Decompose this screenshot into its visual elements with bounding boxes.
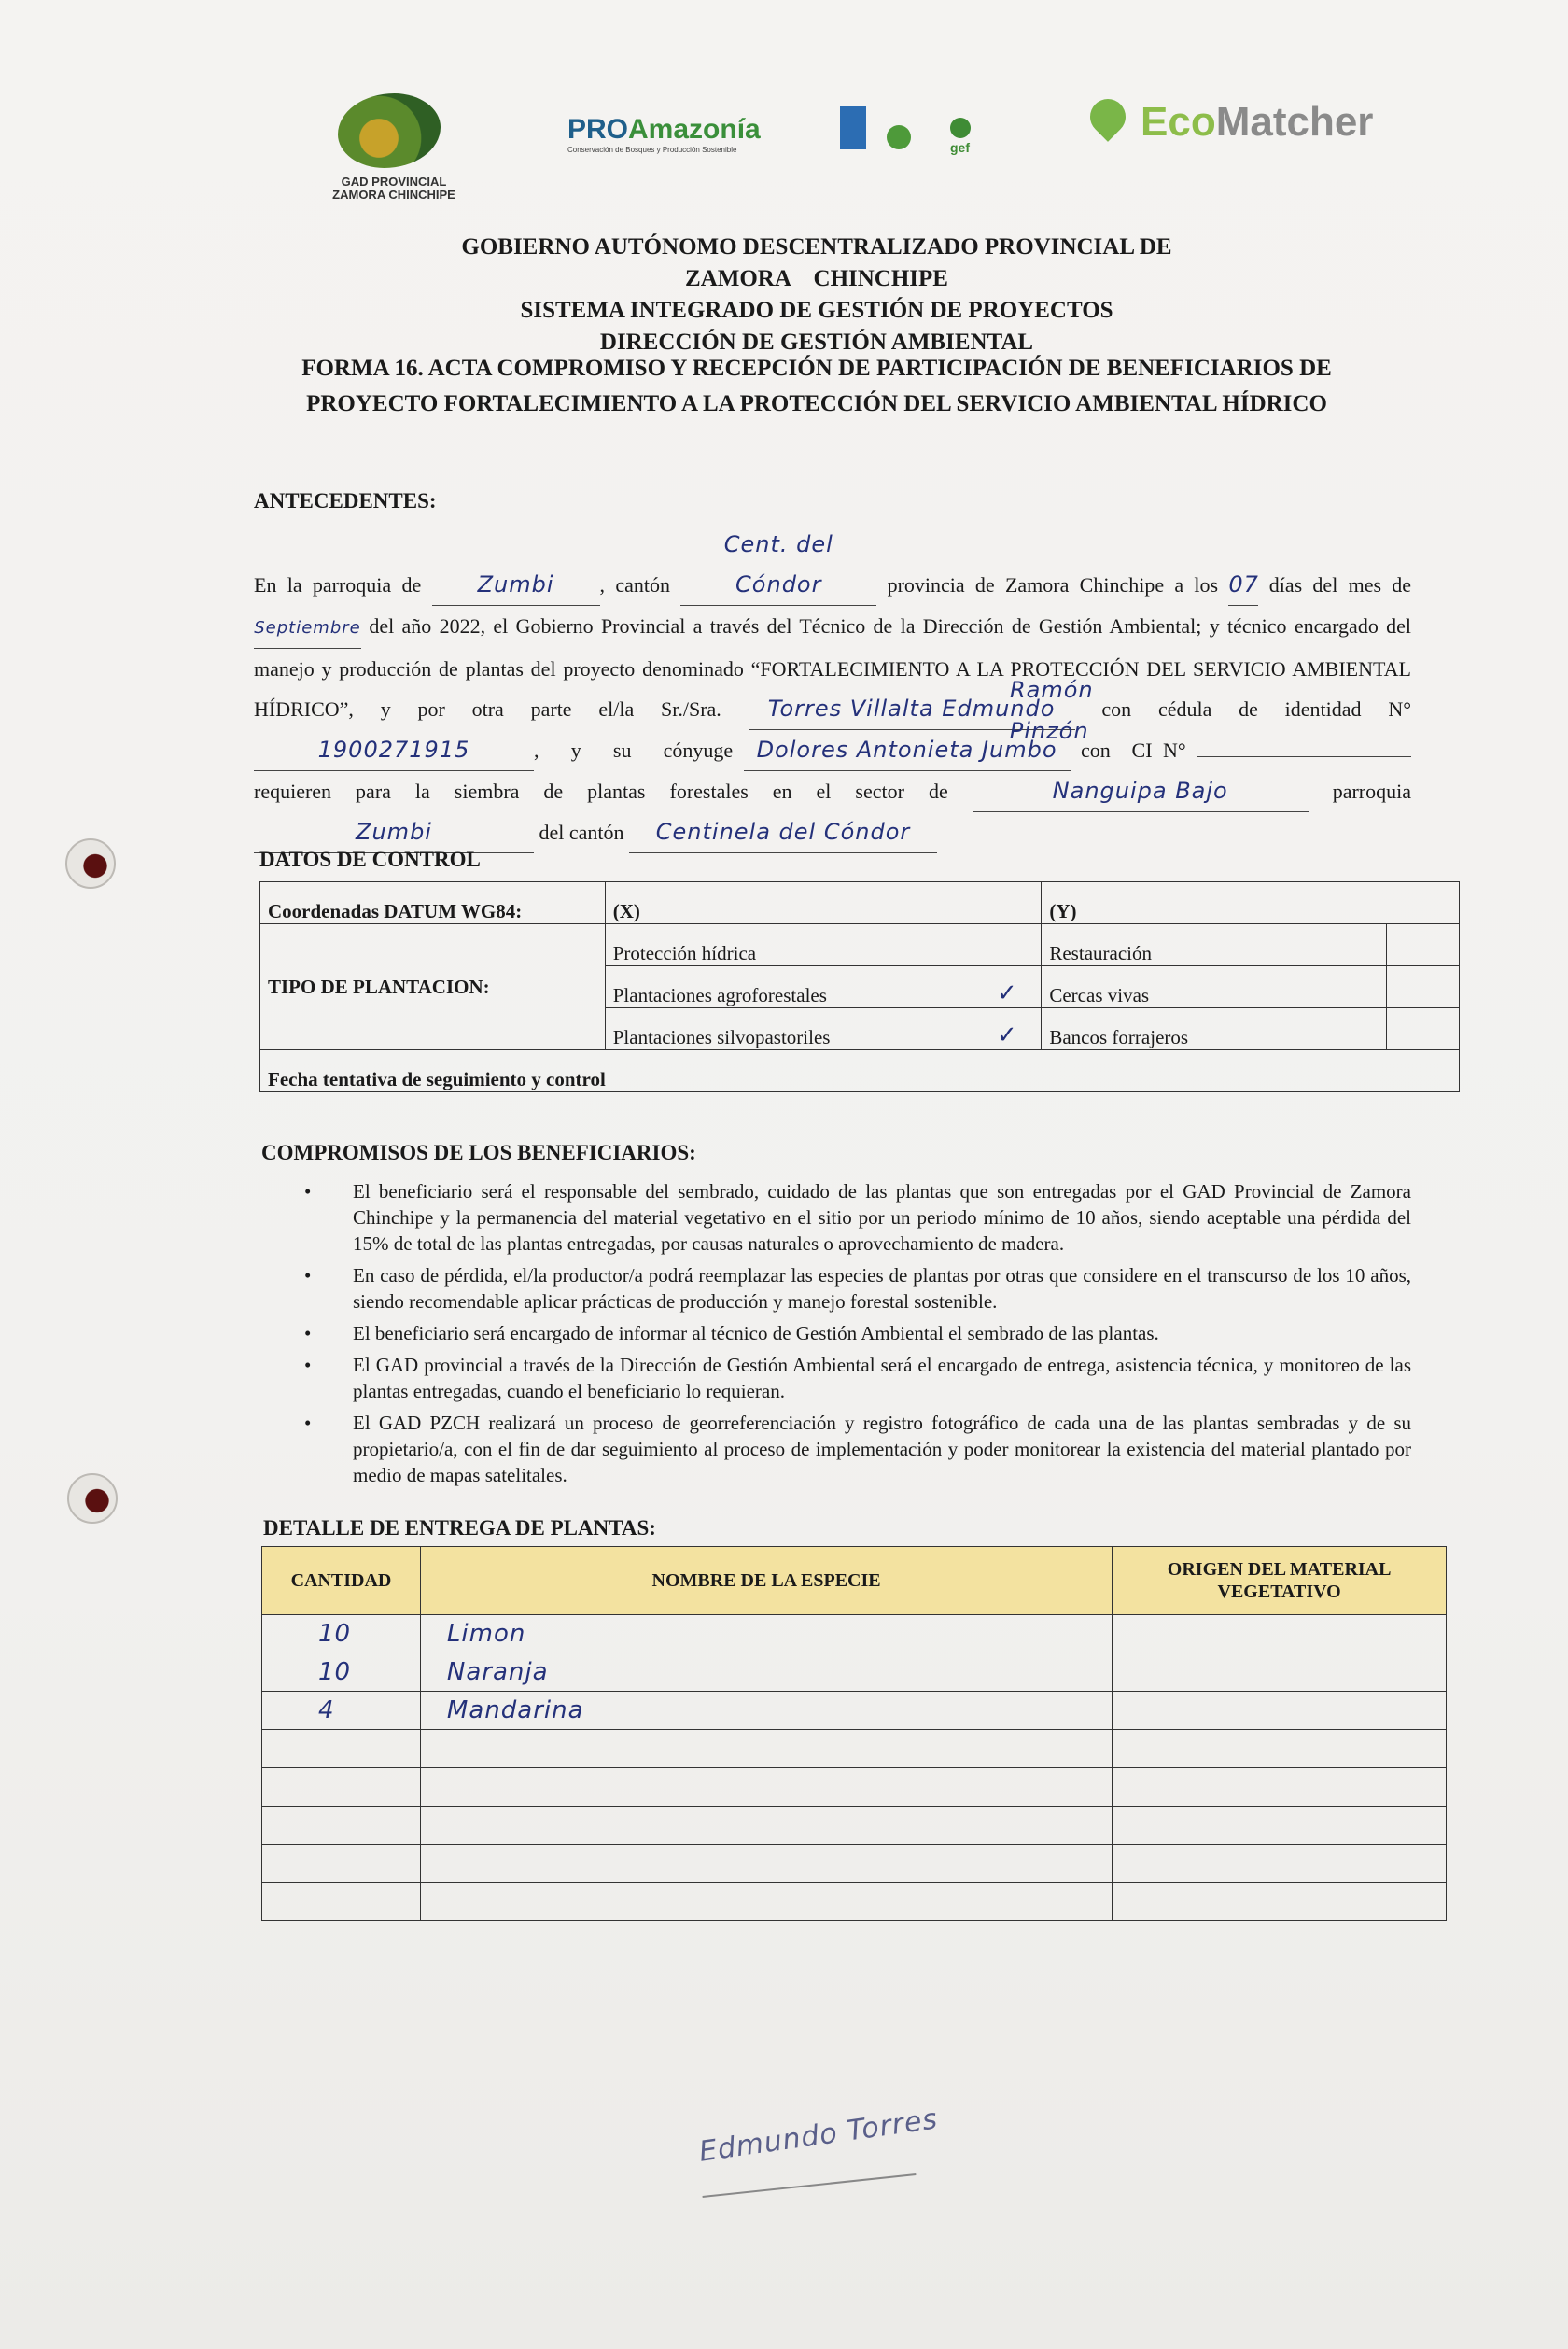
header-line3: SISTEMA INTEGRADO DE GESTIÓN DE PROYECTOS: [520, 298, 1113, 323]
col-origen: ORIGEN DEL MATERIAL VEGETATIVO: [1113, 1547, 1447, 1615]
dia-value: 07: [1228, 571, 1259, 598]
logo-row: [0, 86, 1568, 207]
especie-cell[interactable]: Limon: [420, 1615, 1112, 1653]
tipo-option: Restauración: [1042, 924, 1387, 966]
gad-leaf-icon: [338, 93, 441, 168]
origen-cell[interactable]: [1113, 1845, 1447, 1883]
especie-cell[interactable]: [420, 1807, 1112, 1845]
sector-value: Nanguipa Bajo: [1052, 778, 1228, 804]
globe-icon: [887, 125, 911, 149]
gad-logo-line1: GAD PROVINCIAL: [341, 175, 447, 189]
ante-text: En la parroquia de: [254, 573, 422, 597]
tipo-checkbox[interactable]: [1387, 966, 1460, 1008]
tipo-option: Cercas vivas: [1042, 966, 1387, 1008]
map-pin-icon: [1083, 91, 1133, 142]
tipo-checkbox[interactable]: ✓: [973, 966, 1042, 1008]
ante-text: días del mes de: [1268, 573, 1412, 597]
mes-value: Septiembre: [254, 618, 361, 638]
tipo-checkbox[interactable]: [1387, 1008, 1460, 1050]
proamazonia-sub: Conservación de Bosques y Producción Sostenible: [567, 146, 737, 154]
gef-icon: [950, 118, 971, 138]
ante-text: con cédula de identidad N°: [1101, 697, 1412, 721]
parroquia-value: Zumbi: [477, 571, 554, 598]
ante-text: , cantón: [599, 573, 670, 597]
table-row: [262, 1807, 1447, 1845]
form-title-line1: FORMA 16. ACTA COMPROMISO Y RECEPCIÓN DE PARTICIPACIÓN DE BENEFICIARIOS DE: [301, 356, 1332, 381]
canton-value: Cent. del Cóndor: [723, 531, 833, 598]
undp-icon: [840, 106, 866, 149]
list-item: • En caso de pérdida, el/la productor/a podrá reemplazar las especies de plantas por otras que considere en el transcurso de los 10 años, siendo recomendable aplicar prácticas de producción y manejo forestal sostenible.: [353, 1262, 1411, 1315]
cantidad-cell[interactable]: [262, 1730, 421, 1768]
cedula-value: 1900271915: [317, 737, 470, 763]
header-titles: [238, 232, 1395, 359]
especie-cell[interactable]: Mandarina: [420, 1692, 1112, 1730]
conyuge-value: Dolores Antonieta Jumbo: [756, 737, 1057, 763]
parroquia-field[interactable]: [432, 565, 600, 606]
tipo-label: TIPO DE PLANTACION:: [260, 924, 606, 1050]
tipo-checkbox[interactable]: [973, 924, 1042, 966]
ante-text: , y su cónyuge: [534, 738, 734, 762]
canton2-field[interactable]: [629, 812, 937, 853]
form-title-line2: PROYECTO FORTALECIMIENTO A LA PROTECCIÓN DEL SERVICIO AMBIENTAL HÍDRICO: [306, 391, 1327, 416]
conyuge-extra: Pinzón: [1009, 718, 1089, 744]
table-row: [262, 1615, 1447, 1653]
signature-line: [703, 2173, 917, 2198]
eco-word: Eco: [1141, 99, 1216, 145]
origen-cell[interactable]: [1113, 1883, 1447, 1921]
list-item: • El beneficiario será el responsable del sembrado, cuidado de las plantas que son entregadas por el GAD Provincial de Zamora Chinchipe y la permanencia del material vegetativo en el sitio por un periodo mínimo de 10 años, siendo aceptable una pérdida del 15% de total de las plantas entregadas, por causas naturales o aprovechamiento de madera.: [353, 1178, 1411, 1257]
especie-cell[interactable]: [420, 1845, 1112, 1883]
col-especie: NOMBRE DE LA ESPECIE: [420, 1547, 1112, 1615]
canton-field[interactable]: [680, 525, 876, 606]
list-item: • El beneficiario será encargado de informar al técnico de Gestión Ambiental el sembrado de las plantas.: [353, 1320, 1411, 1346]
plants-table: [261, 1546, 1447, 1921]
origen-cell[interactable]: [1113, 1615, 1447, 1653]
ante-text: provincia de Zamora Chinchipe a los: [887, 573, 1219, 597]
cantidad-cell[interactable]: 10: [262, 1615, 421, 1653]
gad-logo: [319, 86, 469, 207]
y-coord-cell[interactable]: (Y): [1042, 882, 1460, 924]
entrega-heading: DETALLE DE ENTREGA DE PLANTAS:: [263, 1516, 656, 1540]
header-line1: GOBIERNO AUTÓNOMO DESCENTRALIZADO PROVINCIAL DE: [461, 234, 1172, 260]
table-row: [262, 1768, 1447, 1807]
proamazonia-pre: PRO: [567, 114, 629, 145]
tipo-checkbox[interactable]: [1387, 924, 1460, 966]
tipo-option: Plantaciones silvopastoriles: [605, 1008, 973, 1050]
gef-label: gef: [950, 140, 970, 155]
cedula-field[interactable]: [254, 730, 534, 771]
proamazonia-logo: [567, 114, 796, 170]
antecedentes-paragraph: [254, 525, 1411, 853]
coord-label: Coordenadas DATUM WG84:: [260, 882, 606, 924]
cantidad-cell[interactable]: 10: [262, 1653, 421, 1692]
origen-cell[interactable]: [1113, 1692, 1447, 1730]
origen-cell[interactable]: [1113, 1768, 1447, 1807]
punch-hole: [65, 838, 116, 889]
tipo-checkbox[interactable]: ✓: [973, 1008, 1042, 1050]
table-row: [262, 1692, 1447, 1730]
fecha-field[interactable]: [973, 1050, 1460, 1092]
cantidad-cell[interactable]: [262, 1845, 421, 1883]
table-row: [262, 1883, 1447, 1921]
especie-cell[interactable]: [420, 1768, 1112, 1807]
origen-cell[interactable]: [1113, 1653, 1447, 1692]
ante-text: requieren para la siembra de plantas forestales en el sector de: [254, 780, 948, 803]
gad-logo-line2: ZAMORA CHINCHIPE: [332, 188, 455, 202]
list-item: • El GAD provincial a través de la Dirección de Gestión Ambiental será el encargado de entrega, asistencia técnica, y monitoreo de las plantas entregadas, cuando el beneficiario lo requieran.: [353, 1352, 1411, 1404]
mes-field[interactable]: [254, 606, 361, 649]
control-heading: DATOS DE CONTROL: [259, 848, 481, 871]
antecedentes-heading: ANTECEDENTES:: [254, 489, 437, 513]
header-line4: DIRECCIÓN DE GESTIÓN AMBIENTAL: [599, 330, 1034, 355]
header-line2: ZAMORA CHINCHIPE: [685, 266, 948, 291]
table-row: [262, 1845, 1447, 1883]
tipo-option: Plantaciones agroforestales: [605, 966, 973, 1008]
ante-text: con CI N°: [1080, 738, 1186, 762]
ante-text: del cantón: [539, 821, 624, 844]
x-coord-cell[interactable]: (X): [605, 882, 1042, 924]
especie-cell[interactable]: [420, 1730, 1112, 1768]
matcher-word: Matcher: [1215, 99, 1374, 145]
cantidad-cell[interactable]: 4: [262, 1692, 421, 1730]
nombre-value: Torres Villalta Edmundo: [767, 696, 1056, 722]
cantidad-cell[interactable]: [262, 1883, 421, 1921]
dia-field[interactable]: [1228, 565, 1258, 606]
tipo-option: Bancos forrajeros: [1042, 1008, 1387, 1050]
undp-gef-logos: [840, 106, 989, 172]
sector-field[interactable]: [973, 771, 1309, 812]
table-row: [262, 1730, 1447, 1768]
ci-conyuge-field[interactable]: [1197, 756, 1411, 757]
list-item: • El GAD PZCH realizará un proceso de georreferenciación y registro fotográfico de cada una de las plantas sembradas y de su propietario/a, con el fin de dar seguimiento al proceso de implementación y poder monitorear la existencia del material plantado por medio de mapas satelitales.: [353, 1410, 1411, 1488]
canton2-value: Centinela del Cóndor: [655, 819, 911, 845]
parroquia2-value: Zumbi: [356, 819, 432, 845]
especie-cell[interactable]: [420, 1883, 1112, 1921]
beneficiary-signature: Edmundo Torres: [696, 2103, 941, 2169]
table-row: [262, 1653, 1447, 1692]
nombre-extra: Ramón: [1009, 677, 1094, 703]
compromisos-heading: COMPROMISOS DE LOS BENEFICIARIOS:: [261, 1141, 696, 1164]
tipo-option: Protección hídrica: [605, 924, 973, 966]
proamazonia-main: Amazonía: [628, 114, 761, 145]
origen-cell[interactable]: [1113, 1807, 1447, 1845]
form-title: [238, 351, 1395, 422]
punch-hole: [67, 1473, 118, 1524]
origen-cell[interactable]: [1113, 1730, 1447, 1768]
compromisos-list: [353, 1178, 1411, 1494]
ecomatcher-logo: [1090, 99, 1417, 155]
cantidad-cell[interactable]: [262, 1807, 421, 1845]
fecha-label: Fecha tentativa de seguimiento y control: [260, 1050, 973, 1092]
col-cantidad: CANTIDAD: [262, 1547, 421, 1615]
ante-text: parroquia: [1332, 780, 1411, 803]
cantidad-cell[interactable]: [262, 1768, 421, 1807]
especie-cell[interactable]: Naranja: [420, 1653, 1112, 1692]
ante-text: del año 2022, el Gobierno Provincial a través del Técnico de la Dirección de Gestión Ambiental; y técnico encargado del manejo y producción de plantas del proyecto denominado “FORTALECIMIENTO A LA PROTECCIÓN DEL SERVICIO AMBIENTAL HÍDRICO”, y por otra parte el/la Sr./Sra.: [254, 614, 1411, 721]
conyuge-field[interactable]: [744, 718, 1089, 771]
control-table: [259, 881, 1460, 1092]
